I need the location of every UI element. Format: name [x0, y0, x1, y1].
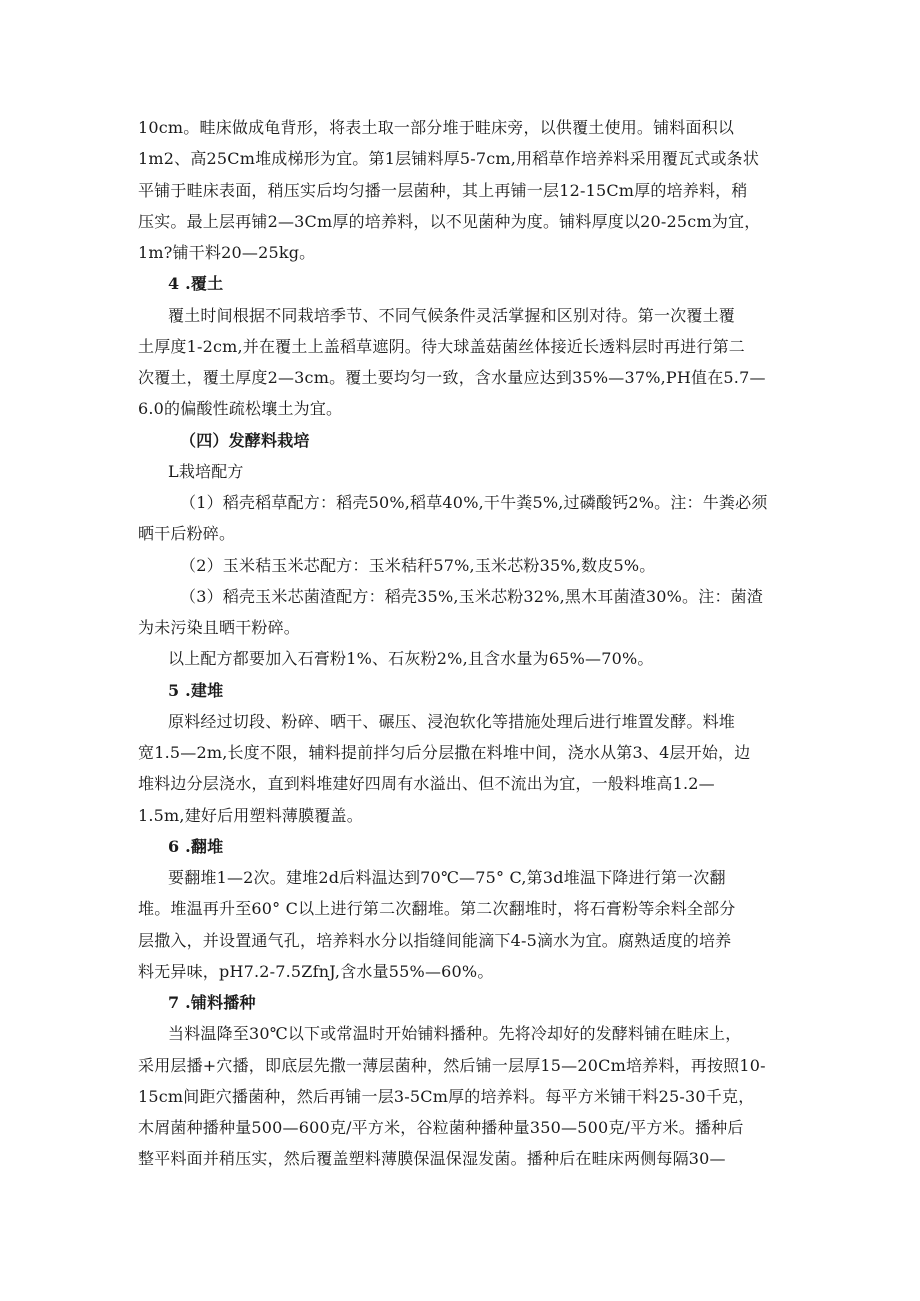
section-heading: （四）发酵料栽培 — [180, 431, 310, 450]
text-line: 15cm间距穴播菌种，然后再铺一层3-5Cm厚的培养料。每平方米铺干料25-30千克， — [138, 1087, 755, 1106]
text-line: 堆。堆温再升至60° C以上进行第二次翻堆。第二次翻堆时，将石膏粉等余料全部分 — [138, 899, 736, 918]
text-line: 平铺于畦床表面，稍压实后均匀播一层菌种，其上再铺一层12-15Cm厚的培养料，稍 — [138, 181, 748, 200]
section-heading: 4 .覆土 — [168, 274, 224, 293]
text-line: 1m?铺干料20—25kg。 — [138, 243, 316, 262]
text-line: 以上配方都要加入石膏粉1%、石灰粉2%,且含水量为65%—70%。 — [168, 649, 654, 668]
text-line: 宽1.5—2m,长度不限，辅料提前拌匀后分层撒在料堆中间，浇水从第3、4层开始，边 — [138, 743, 751, 762]
text-line: 1m2、高25Cm堆成梯形为宜。第1层铺料厚5-7cm,用稻草作培养料采用覆瓦式或条状 — [138, 149, 760, 168]
section-heading: 5 .建堆 — [168, 681, 224, 700]
text-line: 整平料面并稍压实，然后覆盖塑料薄膜保温保湿发菌。播种后在畦床两侧每隔30— — [138, 1149, 726, 1168]
text-line: 1.5m,建好后用塑料薄膜覆盖。 — [138, 806, 363, 825]
text-line: 晒干后粉碎。 — [138, 524, 236, 543]
text-line: 10cm。畦床做成龟背形，将表土取一部分堆于畦床旁，以供覆土使用。铺料面积以 — [138, 118, 735, 137]
text-line: 覆土时间根据不同栽培季节、不同气候条件灵活掌握和区别对待。第一次覆土覆 — [168, 306, 736, 325]
text-line: 压实。最上层再铺2—3Cm厚的培养料，以不见菌种为度。铺料厚度以20-25cm为宜， — [138, 212, 761, 231]
text-line: 次覆土，覆土厚度2—3cm。覆土要均匀一致，含水量应达到35%—37%,PH值在5.7— — [138, 368, 766, 387]
text-line: 当料温降至30℃以下或常温时开始铺料播种。先将冷却好的发酵料铺在畦床上， — [168, 1024, 742, 1043]
section-heading: 7 .铺料播种 — [168, 993, 256, 1012]
text-line: 为未污染且晒干粉碎。 — [138, 618, 301, 637]
section-heading: 6 .翻堆 — [168, 837, 224, 856]
text-line: 6.0的偏酸性疏松壤土为宜。 — [138, 399, 343, 418]
text-line: （1）稻壳稻草配方：稻壳50%,稻草40%,干牛粪5%,过磷酸钙2%。注：牛粪必须 — [180, 493, 768, 512]
text-line: （3）稻壳玉米芯菌渣配方：稻壳35%,玉米芯粉32%,黑木耳菌渣30%。注：菌渣 — [180, 587, 764, 606]
text-line: 土厚度1-2cm,并在覆土上盖稻草遮阴。待大球盖菇菌丝体接近长透料层时再进行第二 — [138, 337, 745, 356]
subsection-heading: L栽培配方 — [168, 462, 244, 481]
text-line: 料无异味，pH7.2-7.5ZfnJ,含水量55%—60%。 — [138, 962, 494, 981]
text-line: 堆料边分层浇水，直到料堆建好四周有水溢出、但不流出为宜，一般料堆高1.2— — [138, 774, 715, 793]
text-line: 采用层播+穴播，即底层先撒一薄层菌种，然后铺一层厚15—20Cm培养料，再按照10- — [138, 1056, 766, 1075]
text-line: （2）玉米秸玉米芯配方：玉米秸秆57%,玉米芯粉35%,数皮5%。 — [180, 556, 656, 575]
text-line: 要翻堆1—2次。建堆2d后料温达到70℃—75° C,第3d堆温下降进行第一次翻 — [168, 868, 726, 887]
text-line: 层撒入，并设置通气孔，培养料水分以指缝间能滴下4-5滴水为宜。腐熟适度的培养 — [138, 931, 732, 950]
text-line: 木屑菌种播种量500—600克/平方米，谷粒菌种播种量350—500克/平方米。播种后 — [138, 1118, 744, 1137]
text-line: 原料经过切段、粉碎、晒干、碾压、浸泡软化等措施处理后进行堆置发酵。料堆 — [168, 712, 736, 731]
